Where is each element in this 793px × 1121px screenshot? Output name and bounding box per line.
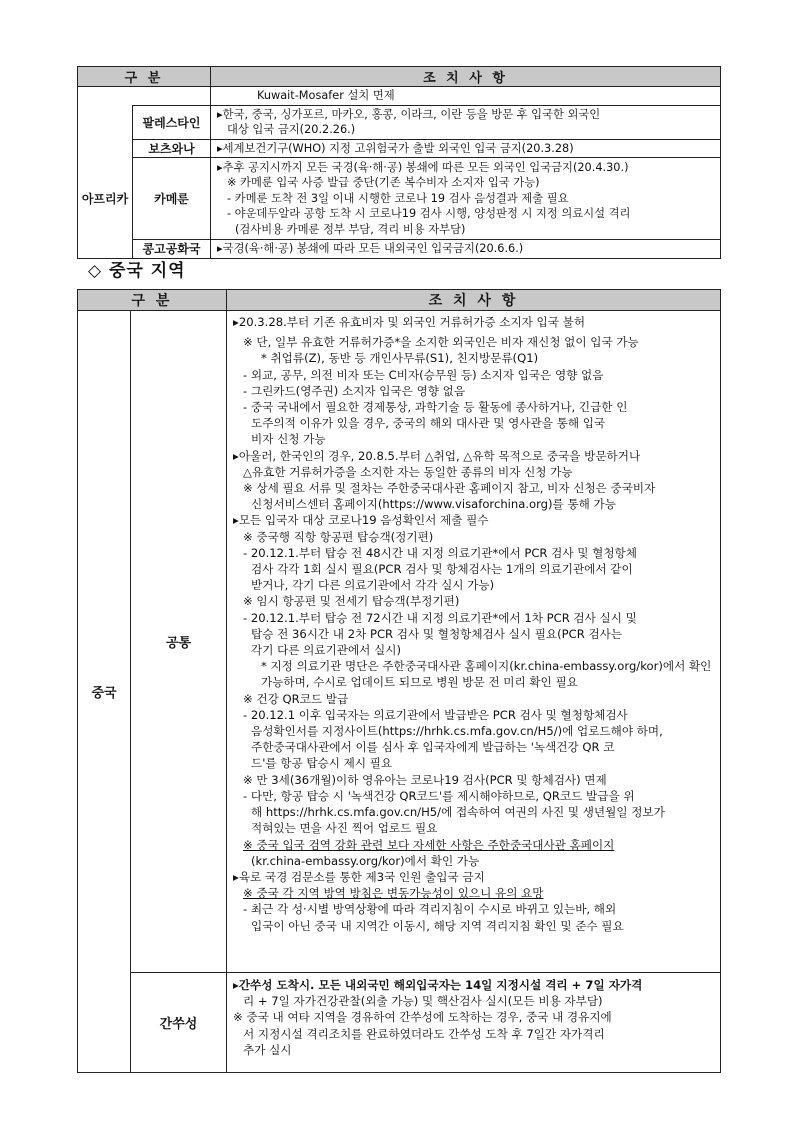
blank-country-cell: [133, 87, 211, 106]
category-gansu: 간쑤성: [131, 973, 227, 1073]
congo-measures: ▸국경(육·해·공) 봉쇄에 따라 모든 내외국인 입국금지(20.6.6.): [211, 240, 721, 259]
cameroon-measures: ▸추후 공지시까지 모든 국경(육·해·공) 봉쇄에 따른 모든 외국인 입국금지(20.4.30.) ※ 카메룬 입국 사증 발급 중단(기존 복수비자 소지자 입국 가능) - 카메룬 도착 전 3일 이내 시행한 코로나 19 검사 음성결과 제출 필요 - 야운데두알라 공항 도착 시 코로나19 검사 시행, 양성판정 시 지정 의료시설 격리 (검사비용 카메룬 정부 부담, 격리 비용 자부담): [211, 158, 721, 240]
common-measures: ▸20.3.28.부터 기존 유효비자 및 외국인 거류허가증 소지자 입국 불허 ※ 단, 일부 유효한 거류허가증*을 소지한 외국인은 비자 재신청 없이 입국 가능 * 취업류(Z), 동반 등 개인사무류(S1), 친지방문류(Q1) - 외교, 공무, 의전 비자 또는 C비자(승무원 등) 소지자 입국은 영향 없음 - 그린카드(영주권) 소지자 입국은 영향 없음 - 중국 국내에서 필요한 경제통상, 과학기술 등 활동에 종사하거나, 긴급한 인 도주의적 이유가 있을 경우, 중국의 해외 대사관 및 영사관을 통해 입국 비자 신청 가능 ▸아울러, 한국인의 경우, 20.8.5.부터 △취업, △유학 목적으로 중국을 방문하거나 △유효한 거류허가증을 소지한 자는 동일한 종류의 비자 신청 가능 ※ 상세 필요 서류 및 절차는 주한중국대사관 홈페이지 참고, 비자 신청은 중국비자 신청서비스센터 홈페이지(https://www.visaforchina.org)를 통해 가능 ▸모든 입국자 대상 코로나19 음성확인서 제출 필수 ※ 중국행 직항 항공편 탑승객(정기편) - 20.12.1.부터 탑승 전 48시간 내 지정 의료기관*에서 PCR 검사 및 혈청항체 검사 각각 1회 실시 필요(PCR 검사 및 항체검사는 1개의 의료기관에서 같이 받거나, 각기 다른 의료기관에서 각각 실시 가능) ※ 임시 항공편 및 전세기 탑승객(부정기편) - 20.12.1.부터 탑승 전 72시간 내 지정 의료기관*에서 1차 PCR 검사 실시 및 탑승 전 36시간 내 2차 PCR 검사 및 혈청항체검사 실시 필요(PCR 검사는 각기 다른 의료기관에서 실시) * 지정 의료기관 명단은 주한중국대사관 홈페이지(kr.china-embassy.org/kor)에서 확인 가능하며, 수시로 업데이트 되므로 병원 방문 전 미리 확인 필요 ※ 건강 QR코드 발급 - 20.12.1 이후 입국자는 의료기관에서 발급받은 PCR 검사 및 혈청항체검사 음성확인서를 지정사이트(https://hrhk.cs.mfa.gov.cn/H5/)에 업로드해야 하며, 주한중국대사관에서 이를 심사 후 입국자에게 발급하는 '녹색건강 QR 코 드'를 항공 탑승시 제시 필요 ※ 만 3세(36개월)이하 영유아는 코로나19 검사(PCR 및 항체검사) 면제 - 다만, 항공 탑승 시 '녹색건강 QR코드'를 제시해야하므로, QR코드 발급을 위 해 https://hrhk.cs.mfa.gov.cn/H5/에 접속하여 여권의 사진 및 생년월일 정보가 적혀있는 면을 사진 찍어 업로드 필요 ※ 중국 입국 검역 강화 관련 보다 자세한 사항은 주한중국대사관 홈페이지 (kr.china-embassy.org/kor)에서 확인 가능 ▸육로 국경 검문소를 통한 제3국 인원 출입국 금지 ※ 중국 각 지역 방역 방침은 변동가능성이 있으니 유의 요망 - 최근 각 성·시별 방역상황에 따라 격리지침이 수시로 바뀌고 있는바, 해외 입국이 아닌 중국 내 지역간 이동시, 해당 지역 격리지침 확인 및 준수 필요: [227, 311, 721, 973]
botswana-measures: ▸세계보건기구(WHO) 지정 고위험국가 출발 외국인 입국 금지(20.3.28): [211, 139, 721, 158]
country-palestine: 팔레스타인: [133, 105, 211, 139]
china-measures-table: [77, 289, 721, 1073]
africa-measures-table: [77, 66, 721, 259]
region-africa: 아프리카: [78, 139, 133, 258]
palestine-measures: ▸한국, 중국, 싱가포르, 마카오, 홍콩, 이라크, 이란 등을 방문 후 입국한 외국인 대상 입국 금지(20.2.26.): [211, 105, 721, 139]
blank-region-cell: [78, 87, 133, 106]
header-category: 구 분: [78, 290, 227, 311]
blank-region-cell: [78, 105, 133, 139]
category-common: 공통: [131, 311, 227, 973]
section-title-china: ◇ 중국 지역: [88, 261, 186, 281]
header-measures: 조 치 사 항: [211, 67, 721, 87]
country-congo: 콩고공화국: [133, 240, 211, 259]
region-china: 중국: [78, 311, 131, 1073]
country-cameroon: 카메룬: [133, 158, 211, 240]
header-category: 구 분: [78, 67, 211, 87]
country-botswana: 보츠와나: [133, 139, 211, 158]
kuwait-note: Kuwait-Mosafer 설치 면제: [211, 87, 721, 106]
gansu-measures: ▸간쑤성 도착시. 모든 내외국민 해외입국자는 14일 지정시설 격리 + 7일 자가격 리 + 7일 자가건강관찰(외출 가능) 및 핵산검사 실시(모든 비용 자부담) ※ 중국 내 여타 지역을 경유하여 간쑤성에 도착하는 경우, 중국 내 경유지에 서 지정시설 격리조치를 완료하였더라도 간쑤성 도착 후 7일간 자가격리 추가 실시: [227, 973, 721, 1073]
header-measures: 조 치 사 항: [227, 290, 721, 311]
